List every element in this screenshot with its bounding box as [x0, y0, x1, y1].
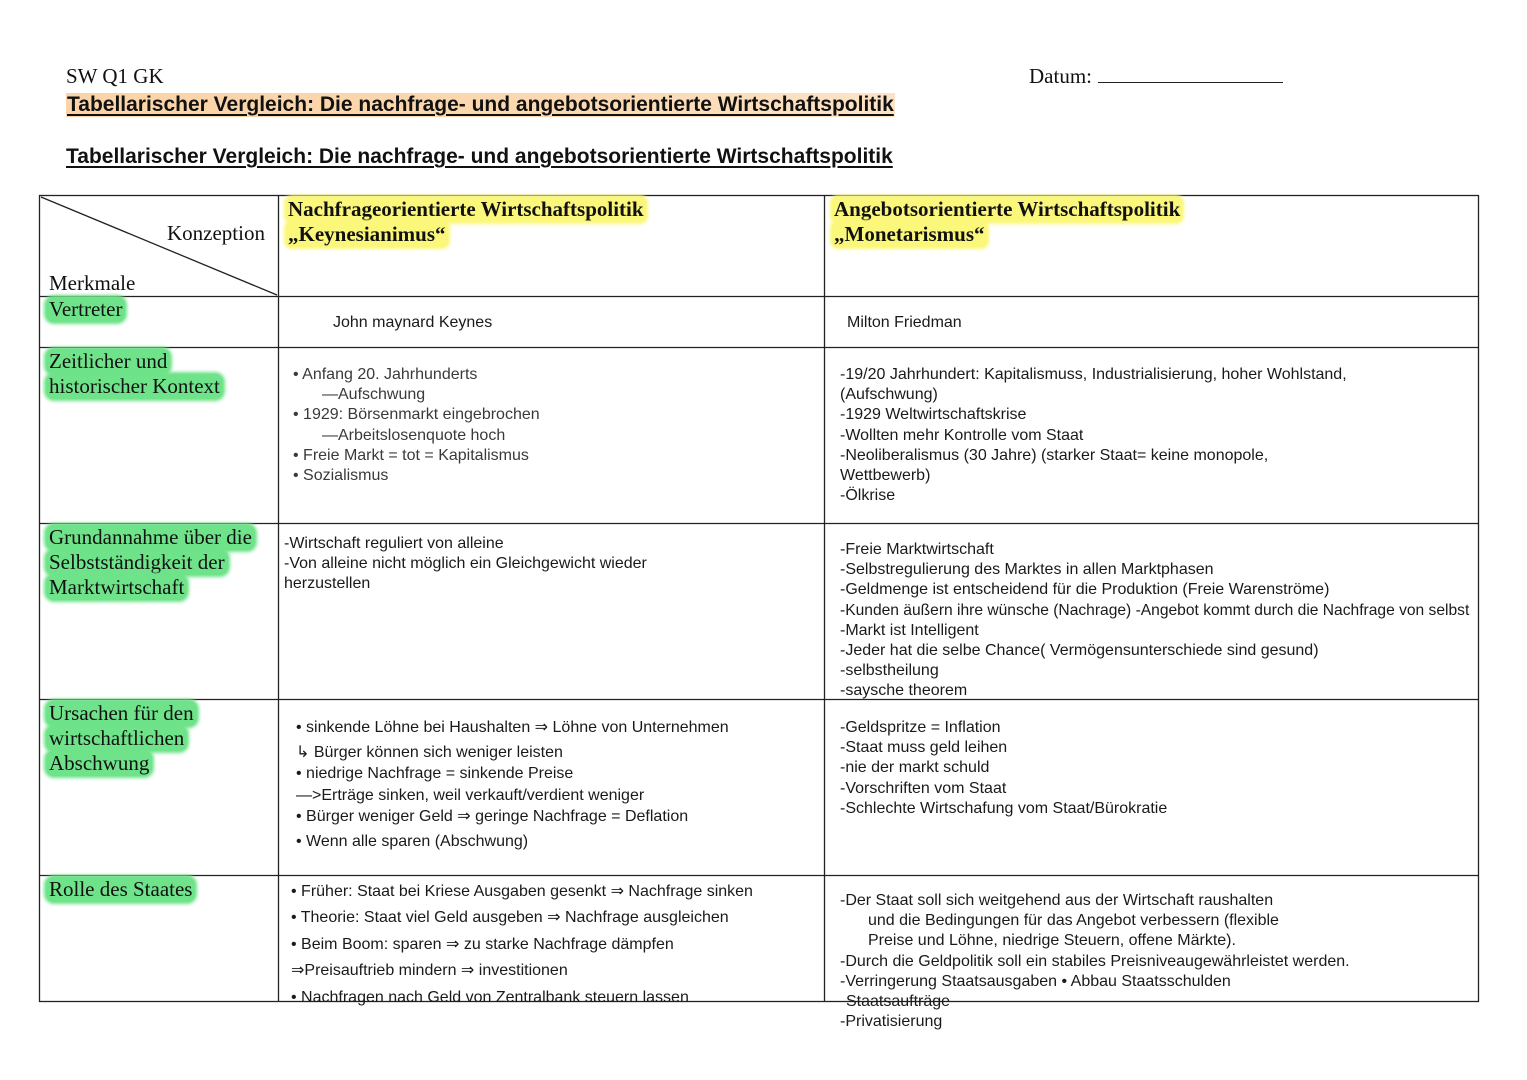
- cell-grundannahme-angebot: [840, 540, 1469, 702]
- cell-line: Preise und Löhne, niedrige Steuern, offene Märkte).: [868, 932, 1236, 950]
- row-label-line: Ursachen für den: [46, 701, 197, 726]
- cell-line: • sinkende Löhne bei Haushalten ⇒ Löhne von Unternehmen: [296, 719, 729, 736]
- cell-line: -Neoliberalismus (30 Jahre) (starker Staat= keine monopole,: [840, 446, 1269, 464]
- cell-line: • niedrige Nachfrage = sinkende Preise: [296, 765, 574, 783]
- page-title: Tabellarischer Vergleich: Die nachfrage- und angebotsorientierte Wirtschaftspolitik: [66, 145, 893, 168]
- cell-line: • Freie Markt = tot = Kapitalismus: [293, 446, 529, 464]
- cell-line: -Vorschriften vom Staat: [840, 779, 1007, 797]
- cell-line: • Nachfragen nach Geld von Zentralbank steuern lassen: [291, 988, 689, 1006]
- course-label: SW Q1 GK: [66, 64, 164, 88]
- row-label-line: historischer Kontext: [46, 374, 223, 399]
- cell-grundannahme-nachfrage: [284, 534, 647, 595]
- cell-line: • Theorie: Staat viel Geld ausgeben ⇒ Nachfrage ausgleichen: [291, 909, 729, 927]
- cell-line: -Privatisierung: [840, 1013, 943, 1031]
- cell-vertreter-nachfrage: [333, 313, 492, 333]
- cell-rolle-staat-nachfrage: [291, 879, 753, 1011]
- cell-line: -Von alleine nicht möglich ein Gleichgewicht wieder: [284, 555, 647, 573]
- cell-line: ↳ Bürger können sich weniger leisten: [296, 744, 563, 762]
- cell-line: -Geldspritze = Inflation: [840, 719, 1001, 736]
- cell-line: Wettbewerb): [840, 467, 931, 485]
- column-header-subtitle: „Keynesianimus“: [288, 222, 446, 246]
- cell-line: -1929 Weltwirtschaftskrise: [840, 406, 1027, 424]
- cell-line: • Bürger weniger Geld ⇒ geringe Nachfrage = Deflation: [296, 807, 689, 825]
- cell-line: -selbstheilung: [840, 662, 939, 680]
- row-label-kontext: [46, 349, 223, 399]
- cell-line: • Anfang 20. Jahrhunderts: [293, 366, 478, 383]
- cell-line: -Staat muss geld leihen: [840, 739, 1008, 757]
- cell-ursachen-nachfrage: [296, 717, 729, 852]
- corner-label-merkmale: Merkmale: [49, 271, 136, 295]
- cell-line: Milton Friedman: [847, 314, 962, 331]
- row-label-ursachen: [46, 701, 197, 776]
- row-label-rolle-staat: [46, 877, 195, 902]
- column-header-title: Nachfrageorientierte Wirtschaftspolitik: [288, 197, 644, 221]
- row-label-line: Selbstständigkeit der: [46, 550, 228, 575]
- cell-line: John maynard Keynes: [333, 314, 493, 331]
- cell-ursachen-angebot: [840, 718, 1167, 819]
- cell-line: ⇒Preisauftrieb mindern ⇒ investitionen: [291, 962, 568, 980]
- cell-line: —>Erträge sinken, weil verkauft/verdient weniger: [296, 786, 645, 804]
- cell-line: Staatsaufträge: [846, 993, 951, 1011]
- cell-line: • Sozialismus: [293, 467, 389, 485]
- cell-line: -Geldmenge ist entscheidend für die Produktion (Freie Warenströme): [840, 581, 1330, 599]
- cell-line: -Wirtschaft reguliert von alleine: [284, 535, 504, 552]
- cell-rolle-staat-angebot: [840, 891, 1350, 1032]
- cell-line: -Schlechte Wirtschafung vom Staat/Bürokratie: [840, 799, 1168, 817]
- row-label-line: Vertreter: [46, 297, 125, 322]
- cell-line: • 1929: Börsenmarkt eingebrochen: [293, 406, 540, 424]
- cell-line: • Wenn alle sparen (Abschwung): [296, 833, 529, 851]
- cell-line: -Verringerung Staatsausgaben • Abbau Staatsschulden: [840, 972, 1231, 990]
- cell-line: —Arbeitslosenquote hoch: [322, 426, 506, 444]
- row-label-line: Marktwirtschaft: [46, 575, 187, 600]
- column-header-angebot: [832, 197, 1182, 247]
- row-label-line: Grundannahme über die: [46, 525, 255, 550]
- cell-line: (Aufschwung): [840, 386, 938, 404]
- cell-line: -Markt ist Intelligent: [840, 621, 979, 639]
- cell-line: -19/20 Jahrhundert: Kapitalismuss, Industrialisierung, hoher Wohlstand,: [840, 366, 1347, 383]
- cell-line: -Ölkrise: [840, 487, 896, 505]
- cell-line: -Durch die Geldpolitik soll ein stabiles Preisniveaugewährleistet werden.: [840, 952, 1350, 970]
- row-label-line: Zeitlicher und: [46, 349, 170, 374]
- column-header-subtitle: „Monetarismus“: [834, 222, 985, 246]
- cell-line: -Wollten mehr Kontrolle vom Staat: [840, 426, 1084, 444]
- cell-kontext-nachfrage: [293, 365, 540, 486]
- corner-label-konzeption: Konzeption: [167, 221, 265, 245]
- row-label-grundannahme: [46, 525, 255, 600]
- cell-line: und die Bedingungen für das Angebot verbessern (flexible: [868, 912, 1279, 930]
- row-label-line: Abschwung: [46, 751, 152, 776]
- cell-line: herzustellen: [284, 575, 371, 593]
- cell-line: —Aufschwung: [322, 386, 426, 404]
- cell-line: -nie der markt schuld: [840, 759, 990, 777]
- cell-line: -Jeder hat die selbe Chance( Vermögensunterschiede sind gesund): [840, 642, 1319, 660]
- cell-vertreter-angebot: [847, 313, 962, 333]
- row-label-line: wirtschaftlichen: [46, 726, 187, 751]
- row-label-line: Rolle des Staates: [46, 877, 195, 902]
- column-header-nachfrage: [286, 197, 646, 247]
- cell-line: -saysche theorem: [840, 682, 968, 700]
- row-label-vertreter: [46, 297, 125, 322]
- cell-line: -Der Staat soll sich weitgehend aus der Wirtschaft raushalten: [840, 892, 1274, 909]
- cell-line: • Beim Boom: sparen ⇒ zu starke Nachfrage dämpfen: [291, 935, 674, 953]
- cell-line: • Früher: Staat bei Kriese Ausgaben gesenkt ⇒ Nachfrage sinken: [291, 883, 753, 900]
- cell-kontext-angebot: [840, 365, 1347, 506]
- column-header-title: Angebotsorientierte Wirtschaftspolitik: [834, 197, 1181, 221]
- date-label: Datum:: [1029, 64, 1092, 88]
- cell-line: -Kunden äußern ihre wünsche (Nachrage) -Angebot kommt durch die Nachfrage von selbst: [840, 601, 1470, 619]
- page-title-highlighted: Tabellarischer Vergleich: Die nachfrage- und angebotsorientierte Wirtschaftspolitik: [67, 93, 894, 116]
- cell-line: -Freie Marktwirtschaft: [840, 541, 994, 558]
- cell-line: -Selbstregulierung des Marktes in allen Marktphasen: [840, 561, 1214, 579]
